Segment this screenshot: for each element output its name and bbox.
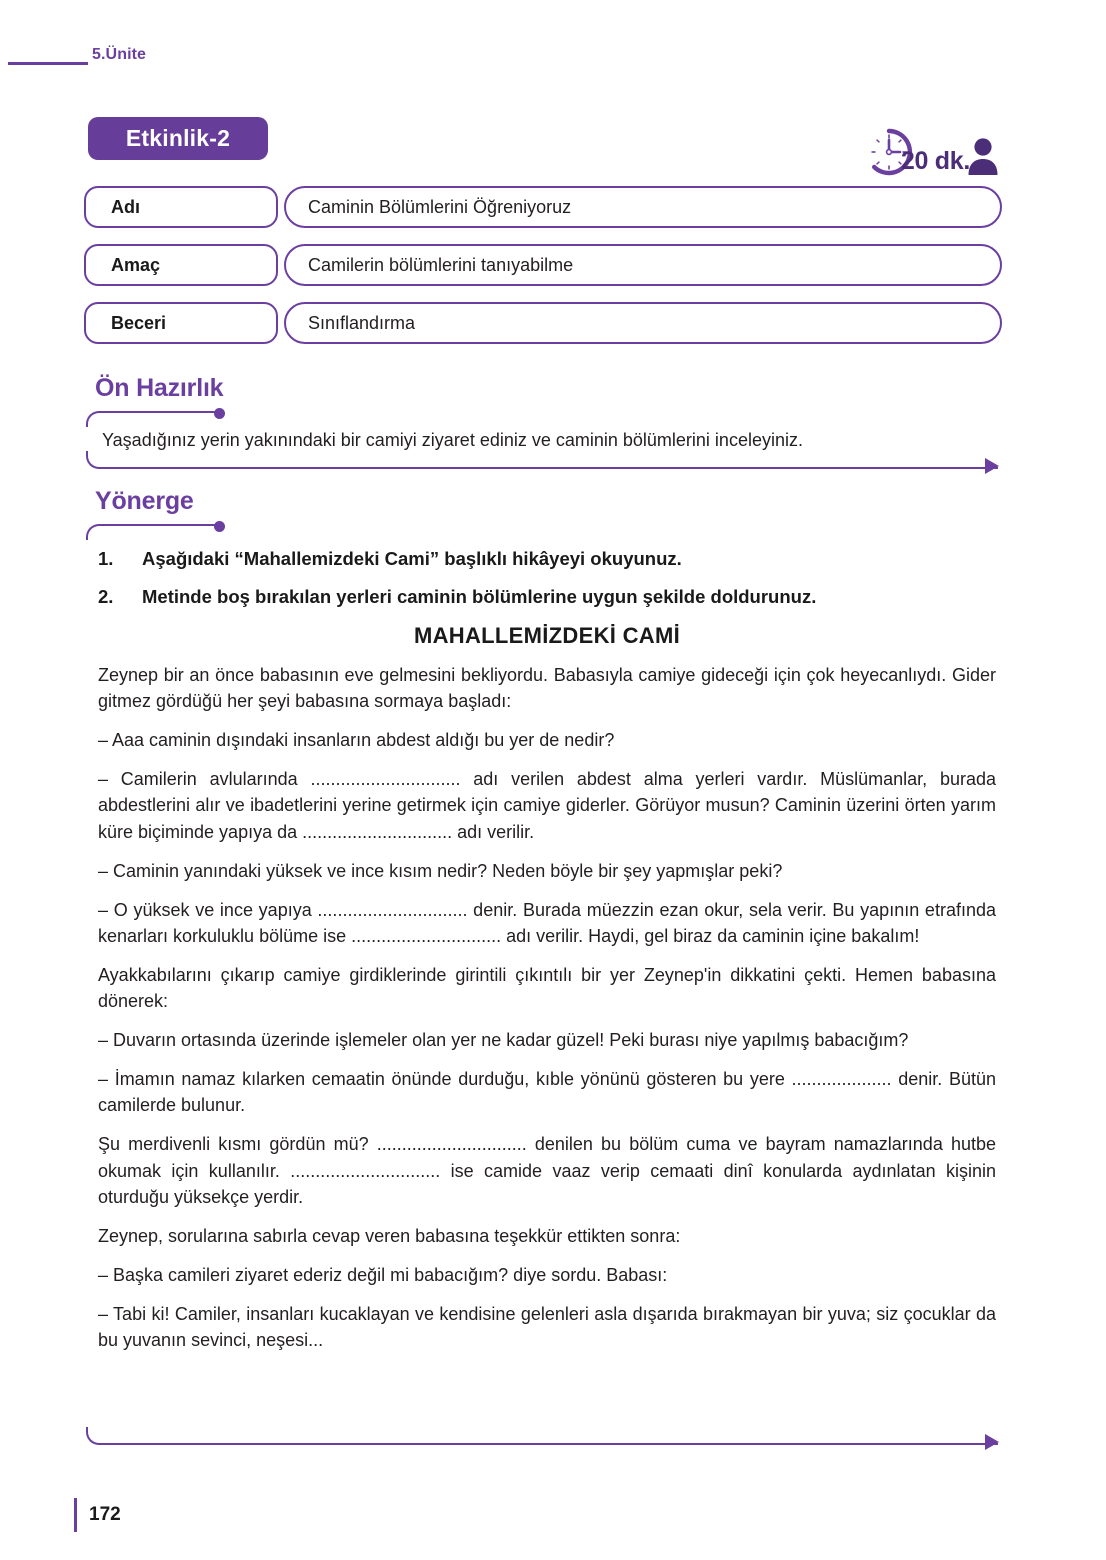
duration-label: 20 dk.: [900, 147, 970, 175]
info-row: [84, 186, 1002, 228]
story-paragraph: – Camilerin avlularında .............................. adı verilen abdest alma yerleri vardır. Müslümanlar, burada abdestlerini alır ve ibadetlerini yerine getirmek için camiye giderler. Görüyor musun? Caminin üzerini örten yarım küre biçiminde yapıya da .............................. adı verilir.: [98, 769, 996, 842]
arrow-right-icon: [985, 1434, 999, 1450]
arrow-right-icon: [985, 458, 999, 474]
instruction-number: 1.: [98, 548, 114, 569]
info-label-adi: Adı: [84, 186, 278, 228]
bracket-dot-icon: [214, 408, 225, 419]
yonerge-block: [88, 524, 1000, 1445]
duration-cluster: [863, 118, 1000, 176]
info-label-beceri: Beceri: [84, 302, 278, 344]
story-paragraph: – O yüksek ve ince yapıya .............................. denir. Burada müezzin ezan okur, sela verir. Bu yapının etrafında kenarları korkuluklu bölüme ise .............................. adı verilir. Haydi, gel biraz da caminin içine bakalım!: [98, 899, 996, 946]
on-hazirlik-block: [88, 411, 1000, 469]
activity-badge-label: Etkinlik-2: [125, 125, 231, 151]
story-paragraph: Ayakkabılarını çıkarıp camiye girdiklerinde girintili çıkıntılı bir yer Zeynep'in dikkatini çekti. Hemen babasına dönerek:: [98, 964, 996, 1012]
section-heading-yonerge: Yönerge: [95, 487, 194, 515]
story-paragraph: Zeynep bir an önce babasının eve gelmesini bekliyordu. Babasıyla camiye gideceği için çok heyecanlıydı. Gider gitmez gördüğü her şeyi babasına sormaya başladı:: [98, 665, 996, 712]
bracket-top-yonerge: [86, 524, 218, 540]
info-row: [84, 302, 1002, 344]
yonerge-content: [98, 547, 996, 1366]
instruction-text: Metinde boş bırakılan yerleri caminin bölümlerine uygun şekilde doldurunuz.: [142, 586, 817, 608]
bracket-bottom-yonerge: [86, 1427, 998, 1445]
page-number: 172: [89, 1504, 121, 1525]
footer-rule: [74, 1498, 77, 1532]
page-footer: [74, 1495, 121, 1535]
section-heading-on-hazirlik: Ön Hazırlık: [95, 374, 224, 402]
story-paragraph: – Duvarın ortasında üzerinde işlemeler olan yer ne kadar güzel! Peki burası niye yapılmış babacığım?: [98, 1030, 909, 1051]
story-paragraph: Şu merdivenli kısmı gördün mü? .............................. denilen bu bölüm cuma ve bayram namazlarında hutbe okumak için kullanılır. .............................. ise camide vaaz verip cemaati dinî konularda aydınlatan kişinin oturduğu yüksekçe yerdir.: [98, 1134, 996, 1207]
info-row: [84, 244, 1002, 286]
story-paragraph: – İmamın namaz kılarken cemaatin önünde durduğu, kıble yönünü gösteren bu yere .................... denir. Bütün camilerde bulunur.: [98, 1069, 996, 1116]
info-label-amac: Amaç: [84, 244, 278, 286]
activity-info-table: [84, 186, 1002, 360]
header-rule: [8, 62, 88, 65]
instruction-item: [98, 585, 996, 609]
instruction-text: Aşağıdaki “Mahallemizdeki Cami” başlıklı hikâyeyi okuyunuz.: [142, 548, 682, 569]
story-paragraph: – Caminin yanındaki yüksek ve ince kısım nedir? Neden böyle bir şey yapmışlar peki?: [98, 860, 783, 881]
bracket-top-on-hazirlik: [86, 411, 218, 427]
bracket-dot-icon: [214, 521, 225, 532]
bracket-bottom-on-hazirlik: [86, 451, 998, 469]
info-value-adi: Caminin Bölümlerini Öğreniyoruz: [284, 186, 1002, 228]
story-paragraph: – Aaa caminin dışındaki insanların abdest aldığı bu yer de nedir?: [98, 730, 615, 751]
on-hazirlik-text: Yaşadığınız yerin yakınındaki bir camiyi ziyaret ediniz ve caminin bölümlerini inceleyiniz.: [102, 430, 803, 450]
activity-badge: [88, 117, 268, 160]
info-value-beceri: Sınıflandırma: [284, 302, 1002, 344]
story-title: MAHALLEMİZDEKİ CAMİ: [413, 623, 680, 649]
story-paragraph: – Tabi ki! Camiler, insanları kucaklayan ve kendisine gelenleri asla dışarıda bırakmayan bir yuva; siz çocuklar da bu yuvanın sevinci, neşesi...: [98, 1303, 996, 1350]
instruction-number: 2.: [98, 586, 114, 608]
story-paragraph: – Başka camileri ziyaret ederiz değil mi babacığım? diye sordu. Babası:: [98, 1264, 668, 1285]
story-body: [98, 662, 996, 1353]
info-value-amac: Camilerin bölümlerini tanıyabilme: [284, 244, 1002, 286]
story-paragraph: Zeynep, sorularına sabırla cevap veren babasına teşekkür ettikten sonra:: [98, 1225, 681, 1246]
person-icon: [966, 135, 1000, 175]
instruction-item: [98, 547, 996, 571]
page-header: [0, 38, 1106, 72]
unit-label: 5.Ünite: [92, 46, 147, 63]
